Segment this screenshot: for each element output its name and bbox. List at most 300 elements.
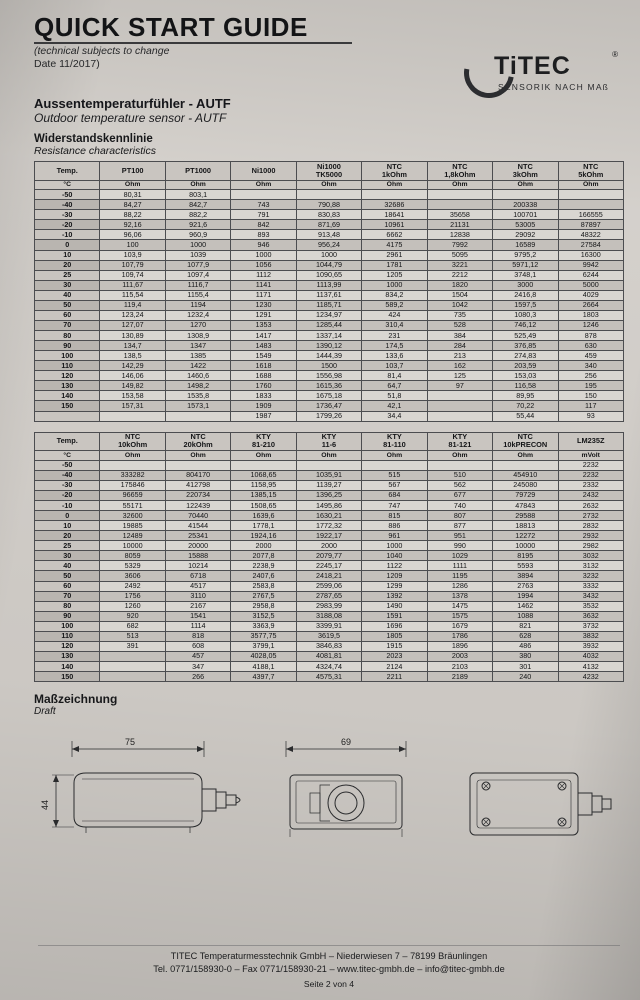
- table-cell: 1286: [427, 581, 492, 591]
- table-cell: 1337,14: [296, 331, 361, 341]
- table-cell: 19885: [100, 521, 165, 531]
- table-cell: 89,95: [493, 391, 558, 401]
- table-cell: 1909: [231, 401, 296, 411]
- table-cell: 1573,1: [165, 401, 230, 411]
- table-cell: 138,5: [100, 351, 165, 361]
- table-cell: 123,24: [100, 310, 165, 320]
- table-cell: 1097,4: [165, 270, 230, 280]
- table-cell: 951: [427, 531, 492, 541]
- table-row: [35, 672, 624, 682]
- table-cell: 1508,65: [231, 501, 296, 511]
- table-cell: 1675,18: [296, 391, 361, 401]
- table-cell: 960,9: [165, 230, 230, 240]
- table-cell: 1896: [427, 641, 492, 651]
- table-cell: 1291: [231, 310, 296, 320]
- cell-temperature: [35, 411, 100, 421]
- table-cell: 1029: [427, 551, 492, 561]
- table-cell: 384: [427, 331, 492, 341]
- cell-temperature: 20: [35, 260, 100, 270]
- table-cell: 55171: [100, 501, 165, 511]
- table1-header-col-5: NTC 1kOhm: [362, 162, 427, 181]
- table-cell: 1111: [427, 561, 492, 571]
- table-row: [35, 331, 624, 341]
- table-cell: 1112: [231, 270, 296, 280]
- table-row: [35, 280, 624, 290]
- table-cell: 97: [427, 381, 492, 391]
- table-row: [35, 511, 624, 521]
- table-cell: 589,2: [362, 300, 427, 310]
- table-row: [35, 190, 624, 200]
- table-cell: 2632: [558, 501, 624, 511]
- table1-unit-col-5: Ohm: [362, 180, 427, 190]
- table-row: [35, 351, 624, 361]
- cell-temperature: -40: [35, 470, 100, 480]
- table2-unit-col-7: Ohm: [493, 451, 558, 461]
- table-cell: 6662: [362, 230, 427, 240]
- table-cell: 35658: [427, 210, 492, 220]
- table-cell: 3188,08: [296, 611, 361, 621]
- table-cell: 80,31: [100, 190, 165, 200]
- cell-temperature: -40: [35, 200, 100, 210]
- table-cell: 608: [165, 641, 230, 651]
- document-header: [34, 14, 624, 90]
- cell-temperature: 10: [35, 250, 100, 260]
- cell-temperature: 120: [35, 371, 100, 381]
- table-cell: 1498,2: [165, 381, 230, 391]
- table-cell: 2000: [296, 541, 361, 551]
- table-cell: 166555: [558, 210, 624, 220]
- table-cell: 1820: [427, 280, 492, 290]
- table-cell: 961: [362, 531, 427, 541]
- table-cell: 1591: [362, 611, 427, 621]
- table-cell: 1504: [427, 290, 492, 300]
- cell-temperature: 25: [35, 541, 100, 551]
- table-cell: 340: [558, 361, 624, 371]
- table-cell: 3232: [558, 571, 624, 581]
- table-cell: 3399,91: [296, 621, 361, 631]
- table-cell: 3432: [558, 591, 624, 601]
- table-cell: 103,7: [362, 361, 427, 371]
- table-row: [35, 651, 624, 661]
- table-cell: 109,74: [100, 270, 165, 280]
- cell-temperature: 100: [35, 621, 100, 631]
- table-cell: [100, 651, 165, 661]
- table-cell: 1155,4: [165, 290, 230, 300]
- table-cell: 29092: [493, 230, 558, 240]
- table-cell: 2599,06: [296, 581, 361, 591]
- table-cell: 1495,86: [296, 501, 361, 511]
- dim-height-left: 44: [40, 800, 50, 811]
- table-cell: 2492: [100, 581, 165, 591]
- table-cell: 743: [231, 200, 296, 210]
- table-cell: 391: [100, 641, 165, 651]
- table-cell: 2418,21: [296, 571, 361, 581]
- dim-width-left: 75: [124, 737, 136, 748]
- table1-header-col-4: Ni1000 TK5000: [296, 162, 361, 181]
- table-cell: 18641: [362, 210, 427, 220]
- table-cell: 213: [427, 351, 492, 361]
- table-cell: 1396,25: [296, 490, 361, 500]
- table-cell: 125: [427, 371, 492, 381]
- table-row: [35, 591, 624, 601]
- table-row: [35, 641, 624, 651]
- table-cell: 457: [165, 651, 230, 661]
- table-cell: 1234,97: [296, 310, 361, 320]
- footer-divider: [38, 945, 620, 946]
- table-cell: 2982: [558, 541, 624, 551]
- table-cell: 20000: [165, 541, 230, 551]
- table-cell: 1040: [362, 551, 427, 561]
- table-cell: 2079,77: [296, 551, 361, 561]
- table-cell: [100, 460, 165, 470]
- table-cell: 1232,4: [165, 310, 230, 320]
- table-cell: 1736,47: [296, 401, 361, 411]
- table-cell: 96,06: [100, 230, 165, 240]
- table-row: [35, 460, 624, 470]
- footer-line-company: TITEC Temperaturmesstechnik GmbH – Niederwiesen 7 – 78199 Bräunlingen: [170, 950, 488, 961]
- table-cell: 4575,31: [296, 672, 361, 682]
- table-cell: 877: [427, 521, 492, 531]
- table-cell: 1392: [362, 591, 427, 601]
- cell-temperature: 80: [35, 601, 100, 611]
- table-cell: 1347: [165, 341, 230, 351]
- table-cell: [493, 460, 558, 470]
- table2-header-col-1: NTC 10kOhm: [100, 432, 165, 451]
- table-cell: 376,85: [493, 341, 558, 351]
- cell-temperature: 70: [35, 320, 100, 330]
- table-cell: 231: [362, 331, 427, 341]
- table-cell: 1299: [362, 581, 427, 591]
- table-cell: 459: [558, 351, 624, 361]
- table-row: [35, 401, 624, 411]
- table-row: [35, 601, 624, 611]
- logo-tagline: SENSORIK NACH MAß: [498, 82, 610, 92]
- cell-temperature: 0: [35, 511, 100, 521]
- table-cell: 2932: [558, 531, 624, 541]
- table-cell: 333282: [100, 470, 165, 480]
- table-cell: 266: [165, 672, 230, 682]
- cell-temperature: 50: [35, 300, 100, 310]
- table-cell: 1994: [493, 591, 558, 601]
- table-cell: [362, 460, 427, 470]
- table-cell: 677: [427, 490, 492, 500]
- table-cell: 245080: [493, 480, 558, 490]
- table-cell: 815: [362, 511, 427, 521]
- table-cell: 3032: [558, 551, 624, 561]
- table-cell: 1137,61: [296, 290, 361, 300]
- table-cell: 1088: [493, 611, 558, 621]
- dim-width-mid: 69: [340, 737, 352, 748]
- table-cell: 3110: [165, 591, 230, 601]
- table-cell: 6718: [165, 571, 230, 581]
- table-cell: 1756: [100, 591, 165, 601]
- table-cell: 195: [558, 381, 624, 391]
- table-cell: 10214: [165, 561, 230, 571]
- table-cell: 2212: [427, 270, 492, 280]
- drawing-title-de: Maßzeichnung: [34, 692, 118, 707]
- table-cell: 1230: [231, 300, 296, 310]
- cell-temperature: 70: [35, 591, 100, 601]
- table1-unit-col-1: Ohm: [100, 180, 165, 190]
- table-cell: 735: [427, 310, 492, 320]
- table-cell: 25341: [165, 531, 230, 541]
- table-cell: 886: [362, 521, 427, 531]
- table2-unit-col-8: mVolt: [558, 451, 624, 461]
- table1-unit-col-6: Ohm: [427, 180, 492, 190]
- section-resistance-heading: [34, 133, 624, 157]
- table-cell: 84,27: [100, 200, 165, 210]
- table-cell: 2124: [362, 662, 427, 672]
- table-cell: 424: [362, 310, 427, 320]
- table-row: [35, 480, 624, 490]
- table-cell: 3132: [558, 561, 624, 571]
- table-cell: 4028,05: [231, 651, 296, 661]
- cell-temperature: 140: [35, 662, 100, 672]
- table-cell: [558, 200, 624, 210]
- table-cell: 4029: [558, 290, 624, 300]
- table-cell: 1475: [427, 601, 492, 611]
- table-cell: 834,2: [362, 290, 427, 300]
- cell-temperature: 30: [35, 551, 100, 561]
- table-cell: 1171: [231, 290, 296, 300]
- table-cell: 747: [362, 501, 427, 511]
- footer-line-contact: Tel. 0771/158930-0 – Fax 0771/158930-21 – www.titec-gmbh.de – info@titec-gmbh.de: [153, 964, 505, 975]
- table-cell: 240: [493, 672, 558, 682]
- table-cell: 3832: [558, 631, 624, 641]
- table-row: [35, 371, 624, 381]
- table-cell: 4032: [558, 651, 624, 661]
- cell-temperature: -20: [35, 220, 100, 230]
- table-cell: [427, 411, 492, 421]
- table-cell: 153,58: [100, 391, 165, 401]
- table-cell: 274,83: [493, 351, 558, 361]
- table-cell: 127,07: [100, 320, 165, 330]
- table-cell: 2023: [362, 651, 427, 661]
- table-cell: 117: [558, 401, 624, 411]
- table-cell: 53005: [493, 220, 558, 230]
- table-cell: 1090,65: [296, 270, 361, 280]
- table-cell: 1618: [231, 361, 296, 371]
- table2-header-col-6: KTY 81-121: [427, 432, 492, 451]
- table-cell: 1696: [362, 621, 427, 631]
- table-cell: [427, 401, 492, 411]
- table-row: [35, 260, 624, 270]
- table-cell: 1000: [296, 250, 361, 260]
- table-cell: 47843: [493, 501, 558, 511]
- table-cell: 1205: [362, 270, 427, 280]
- table-cell: [427, 391, 492, 401]
- table-cell: 3619,5: [296, 631, 361, 641]
- table-cell: 32686: [362, 200, 427, 210]
- table-cell: 2961: [362, 250, 427, 260]
- table-cell: 284: [427, 341, 492, 351]
- table-cell: 1113,99: [296, 280, 361, 290]
- table-cell: 15888: [165, 551, 230, 561]
- document-footer: [34, 950, 624, 990]
- table-cell: 4324,74: [296, 662, 361, 672]
- table-cell: [296, 460, 361, 470]
- table2-header-col-7: NTC 10kPRECON: [493, 432, 558, 451]
- table-cell: 3000: [493, 280, 558, 290]
- table-cell: 220734: [165, 490, 230, 500]
- footer-page-number: Seite 2 von 4: [303, 978, 355, 989]
- table-cell: 4397,7: [231, 672, 296, 682]
- table-cell: 1778,1: [231, 521, 296, 531]
- cell-temperature: -50: [35, 460, 100, 470]
- table-cell: 893: [231, 230, 296, 240]
- cell-temperature: -30: [35, 210, 100, 220]
- table-cell: 9942: [558, 260, 624, 270]
- table-cell: 1688: [231, 371, 296, 381]
- table-cell: 3363,9: [231, 621, 296, 631]
- table-cell: 70440: [165, 511, 230, 521]
- table-cell: 4132: [558, 662, 624, 672]
- table-cell: 1122: [362, 561, 427, 571]
- resistance-table-2: [34, 432, 624, 683]
- table-cell: 2232: [558, 470, 624, 480]
- table-cell: 790,88: [296, 200, 361, 210]
- table-cell: 2763: [493, 581, 558, 591]
- table-cell: 1353: [231, 320, 296, 330]
- table1-header-col-3: Ni1000: [231, 162, 296, 181]
- table-cell: 1444,39: [296, 351, 361, 361]
- table-cell: 256: [558, 371, 624, 381]
- table-cell: 3632: [558, 611, 624, 621]
- table-cell: 16300: [558, 250, 624, 260]
- table-cell: 807: [427, 511, 492, 521]
- table-cell: 628: [493, 631, 558, 641]
- table-cell: 803,1: [165, 190, 230, 200]
- table-row: [35, 611, 624, 621]
- document-date: Date 11/2017): [34, 58, 100, 70]
- table-cell: 5000: [558, 280, 624, 290]
- cell-temperature: 30: [35, 280, 100, 290]
- cell-temperature: 10: [35, 521, 100, 531]
- table-cell: 174,5: [362, 341, 427, 351]
- table1-header-col-8: NTC 5kOhm: [558, 162, 624, 181]
- table-cell: 3152,5: [231, 611, 296, 621]
- title-underline: [34, 42, 352, 44]
- table-cell: 510: [427, 470, 492, 480]
- table-cell: 48322: [558, 230, 624, 240]
- section-drawing: [34, 692, 624, 873]
- table-cell: 1068,65: [231, 470, 296, 480]
- cell-temperature: 140: [35, 391, 100, 401]
- cell-temperature: 90: [35, 611, 100, 621]
- table-cell: 8195: [493, 551, 558, 561]
- table2-unit-col-6: Ohm: [427, 451, 492, 461]
- table-row: [35, 220, 624, 230]
- table-cell: 134,7: [100, 341, 165, 351]
- table-cell: 5329: [100, 561, 165, 571]
- table-cell: 1044,79: [296, 260, 361, 270]
- table2-unit-col-0: °C: [35, 451, 100, 461]
- table-cell: 1922,17: [296, 531, 361, 541]
- table2-unit-col-4: Ohm: [296, 451, 361, 461]
- table-cell: 12489: [100, 531, 165, 541]
- table-cell: 64,7: [362, 381, 427, 391]
- table-cell: [100, 662, 165, 672]
- table-cell: 2332: [558, 480, 624, 490]
- table-cell: 990: [427, 541, 492, 551]
- table-cell: 5593: [493, 561, 558, 571]
- table1-header-col-2: PT1000: [165, 162, 230, 181]
- cell-temperature: 100: [35, 351, 100, 361]
- table-cell: 1630,21: [296, 511, 361, 521]
- table2-unit-col-2: Ohm: [165, 451, 230, 461]
- table-cell: 1158,95: [231, 480, 296, 490]
- table-row: [35, 290, 624, 300]
- table-cell: [296, 190, 361, 200]
- table-cell: 1987: [231, 411, 296, 421]
- table-cell: 203,59: [493, 361, 558, 371]
- logo-registered-icon: ®: [612, 50, 618, 59]
- table1-unit-col-0: °C: [35, 180, 100, 190]
- table-cell: 871,69: [296, 220, 361, 230]
- table-cell: 107,79: [100, 260, 165, 270]
- table-cell: 153,03: [493, 371, 558, 381]
- table-cell: 1500: [296, 361, 361, 371]
- table-cell: 486: [493, 641, 558, 651]
- table-row: [35, 571, 624, 581]
- table-cell: 119,4: [100, 300, 165, 310]
- table-row: [35, 250, 624, 260]
- table-cell: 81,4: [362, 371, 427, 381]
- cell-temperature: 0: [35, 240, 100, 250]
- table-cell: 515: [362, 470, 427, 480]
- table-row: [35, 541, 624, 551]
- table-cell: 2416,8: [493, 290, 558, 300]
- table-cell: 1270: [165, 320, 230, 330]
- cell-temperature: 60: [35, 310, 100, 320]
- table-row: [35, 361, 624, 371]
- table-cell: 133,6: [362, 351, 427, 361]
- table-cell: 3932: [558, 641, 624, 651]
- table1-unit-col-3: Ohm: [231, 180, 296, 190]
- table-row: [35, 490, 624, 500]
- table-cell: 1000: [362, 280, 427, 290]
- table-cell: 746,12: [493, 320, 558, 330]
- table-cell: [427, 200, 492, 210]
- table-cell: 1805: [362, 631, 427, 641]
- table-row: [35, 521, 624, 531]
- table-cell: 2767,5: [231, 591, 296, 601]
- table-cell: 2167: [165, 601, 230, 611]
- table-row: [35, 381, 624, 391]
- table-cell: 157,31: [100, 401, 165, 411]
- table-cell: 1116,7: [165, 280, 230, 290]
- table-cell: 1462: [493, 601, 558, 611]
- table-cell: 93: [558, 411, 624, 421]
- table-cell: 1000: [362, 541, 427, 551]
- page-title: QUICK START GUIDE: [34, 12, 308, 42]
- table1-header-col-7: NTC 3kOhm: [493, 162, 558, 181]
- table-row: [35, 662, 624, 672]
- table-cell: 2787,65: [296, 591, 361, 601]
- table-cell: [362, 190, 427, 200]
- table-cell: 42,1: [362, 401, 427, 411]
- table-cell: 842: [231, 220, 296, 230]
- table-cell: 310,4: [362, 320, 427, 330]
- table-cell: 4517: [165, 581, 230, 591]
- table-cell: 10000: [100, 541, 165, 551]
- cell-temperature: 90: [35, 341, 100, 351]
- table-cell: 1260: [100, 601, 165, 611]
- table-row: [35, 581, 624, 591]
- table-cell: 2245,17: [296, 561, 361, 571]
- table-cell: 1803: [558, 310, 624, 320]
- table-cell: [427, 190, 492, 200]
